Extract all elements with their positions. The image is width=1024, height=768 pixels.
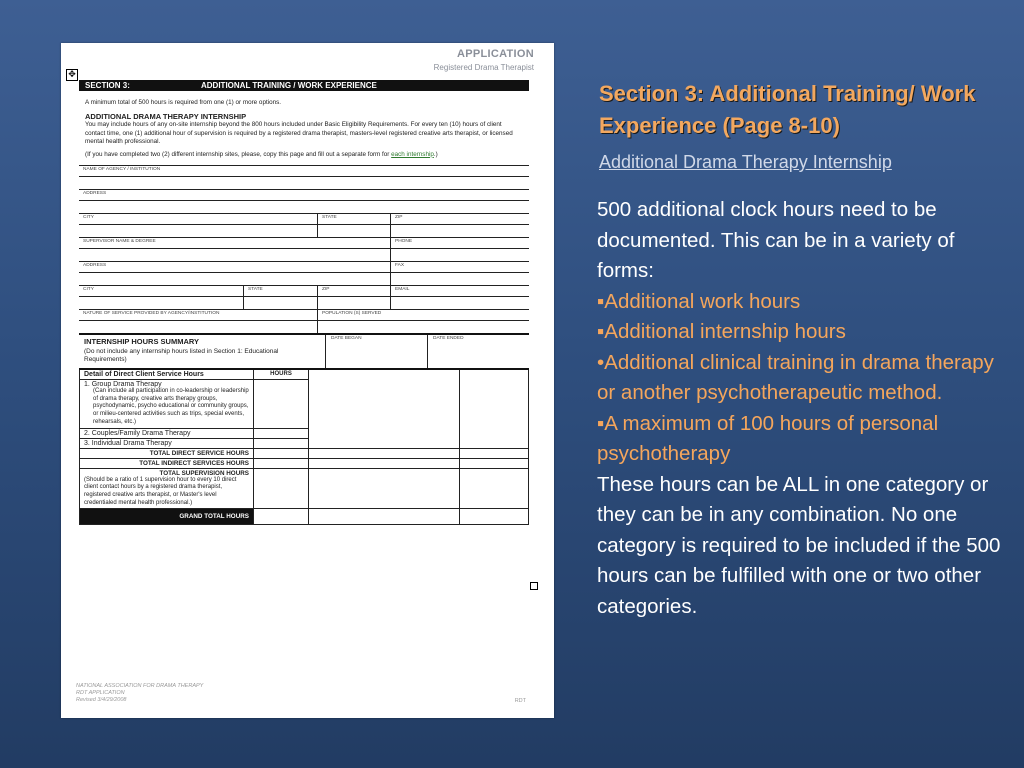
summary-text xyxy=(79,335,325,368)
field-row-address xyxy=(79,189,529,213)
empty-cell xyxy=(460,509,529,525)
group-note: (Can include all participation in co-leadership or leadership of drama therapy, creative arts therapy groups, psychodynamic, psycho educational or community groups, or milieu-centered activities such as trips, special events, rehearsals, etc.) xyxy=(93,388,249,425)
move-handle-icon[interactable]: ✥ xyxy=(66,69,78,81)
form-footer xyxy=(76,683,203,704)
empty-cell xyxy=(460,448,529,458)
slide-subtitle[interactable]: Additional Drama Therapy Internship xyxy=(599,152,892,172)
date-began-label: DATE BEGAN xyxy=(331,336,362,341)
city2-field[interactable] xyxy=(79,286,243,309)
date-began-field[interactable] xyxy=(325,335,427,368)
grand-total-label: GRAND TOTAL HOURS xyxy=(80,509,254,525)
footer-app: RDT APPLICATION xyxy=(76,690,125,696)
summary-block xyxy=(79,333,529,368)
min-hours-text: A minimum total of 500 hours is required from one (1) or more options. xyxy=(85,99,281,106)
resize-handle-icon[interactable] xyxy=(530,582,538,590)
note-part-c: .) xyxy=(433,150,438,158)
couples-label: 2. Couples/Family Drama Therapy xyxy=(80,428,254,438)
bullet-internship-hours: ▪Additional internship hours xyxy=(597,320,846,343)
application-title: APPLICATION xyxy=(456,48,534,60)
individual-hours-input[interactable] xyxy=(254,438,309,448)
nature-field[interactable] xyxy=(79,310,317,333)
city-field[interactable] xyxy=(79,214,317,237)
table-row xyxy=(80,448,529,458)
note-part-a: (If you have completed two (2) different internship sites, please, copy this page and fill out a separate form for xyxy=(85,150,392,158)
footer-rev: Revised 3/4/29/2008 xyxy=(76,697,127,703)
field-row-supervisor xyxy=(79,237,529,261)
address2-label: ADDRESS xyxy=(83,263,107,268)
agency-field[interactable] xyxy=(79,166,529,189)
total-supervision-label: TOTAL SUPERVISION HOURS xyxy=(159,469,249,477)
total-indirect-input[interactable] xyxy=(254,458,309,468)
city-label: CITY xyxy=(83,215,94,220)
intro-block xyxy=(79,91,529,165)
state2-label: STATE xyxy=(248,287,263,292)
application-subtitle: Registered Drama Therapist xyxy=(433,63,534,72)
field-row-agency xyxy=(79,165,529,189)
individual-label: 3. Individual Drama Therapy xyxy=(80,438,254,448)
bullet-clinical-training: •Additional clinical training in drama therapy or another psychotherapeutic method. xyxy=(597,350,994,404)
zip2-field[interactable] xyxy=(317,286,390,309)
closing-text: These hours can be ALL in one category or they can be in any combination. No one category is required to be included if the 500 hours can be fulfilled with one or two other categories. xyxy=(597,472,1001,618)
slide-body xyxy=(597,195,1007,622)
supervision-note: (Should be a ratio of 1 supervision hour to every 10 direct client contact hours by a registered drama therapist, registered creative arts therapist, or Master's level credentialed mental health professional.) xyxy=(84,476,237,506)
fax-label: FAX xyxy=(395,263,405,268)
state2-field[interactable] xyxy=(243,286,317,309)
supervisor-label: SUPERVISOR NAME & DEGREE xyxy=(83,239,156,244)
section-label: SECTION 3: xyxy=(85,81,130,90)
total-direct-label: TOTAL DIRECT SERVICE HOURS xyxy=(80,448,254,458)
zip2-label: ZIP xyxy=(322,287,330,292)
population-label: POPULATION (S) SERVED xyxy=(322,311,382,316)
summary-note: (Do not include any internship hours listed in Section 1: Educational Requirements) xyxy=(84,347,279,363)
empty-cell xyxy=(460,458,529,468)
zip-label: ZIP xyxy=(395,215,403,220)
field-row-address2 xyxy=(79,261,529,285)
address2-field[interactable] xyxy=(79,262,390,285)
empty-cell xyxy=(309,509,460,525)
bullet-work-hours: ▪Additional work hours xyxy=(597,289,801,313)
section-header xyxy=(79,80,529,91)
table-row xyxy=(80,458,529,468)
city2-label: CITY xyxy=(83,287,94,292)
blank-area-2 xyxy=(460,369,529,448)
supervision-input[interactable] xyxy=(254,468,309,509)
internship-note xyxy=(85,151,523,160)
field-row-city xyxy=(79,213,529,237)
hours-table xyxy=(79,368,529,525)
empty-cell xyxy=(309,468,460,509)
table-row xyxy=(80,468,529,509)
date-fields xyxy=(325,335,529,368)
blank-area xyxy=(309,369,460,448)
email-label: EMAIL xyxy=(395,287,410,292)
couples-hours-input[interactable] xyxy=(254,428,309,438)
empty-cell xyxy=(309,458,460,468)
group-hours-input[interactable] xyxy=(254,380,309,429)
empty-cell xyxy=(460,468,529,509)
internship-heading: ADDITIONAL DRAMA THERAPY INTERNSHIP xyxy=(85,111,247,121)
nature-label: NATURE OF SERVICE PROVIDED BY AGENCY/INSTITUTION xyxy=(83,311,220,316)
footer-page: RDT xyxy=(514,698,526,704)
phone-label: PHONE xyxy=(395,239,413,244)
slide-title: Section 3: Additional Training/ Work Experience (Page 8-10) xyxy=(599,81,976,138)
date-ended-label: DATE ENDED xyxy=(433,336,464,341)
table-row xyxy=(80,509,529,525)
intro-text: 500 additional clock hours need to be documented. This can be in a variety of forms: xyxy=(597,198,955,282)
section-title: ADDITIONAL TRAINING / WORK EXPERIENCE xyxy=(201,81,377,90)
table-row xyxy=(80,369,529,380)
group-cell xyxy=(80,380,254,429)
address-field[interactable] xyxy=(79,190,529,213)
group-label: 1. Group Drama Therapy xyxy=(84,381,162,388)
supervision-cell xyxy=(80,468,254,509)
agency-label: NAME OF AGENCY / INSTITUTION xyxy=(83,167,161,172)
field-row-nature xyxy=(79,309,529,333)
zip-field[interactable] xyxy=(390,214,529,237)
state-field[interactable] xyxy=(317,214,390,237)
field-row-city2 xyxy=(79,285,529,309)
detail-header: Detail of Direct Client Service Hours xyxy=(80,369,254,380)
address-label: ADDRESS xyxy=(83,191,107,196)
note-part-b: each internship xyxy=(391,150,434,158)
total-direct-input[interactable] xyxy=(254,448,309,458)
grand-total-input[interactable] xyxy=(254,509,309,525)
email-field[interactable] xyxy=(390,286,529,309)
application-form-image xyxy=(61,43,554,718)
hours-header: HOURS xyxy=(254,369,309,380)
fax-field[interactable] xyxy=(390,262,529,285)
footer-org: NATIONAL ASSOCIATION FOR DRAMA THERAPY xyxy=(76,683,204,689)
bullet-psychotherapy: ▪A maximum of 100 hours of personal psychotherapy xyxy=(597,411,939,465)
supervisor-field[interactable] xyxy=(79,238,390,261)
empty-cell xyxy=(309,448,460,458)
phone-field[interactable] xyxy=(390,238,529,261)
summary-title: INTERNSHIP HOURS SUMMARY xyxy=(84,337,200,346)
total-indirect-label: TOTAL INDIRECT SERVICES HOURS xyxy=(80,458,254,468)
form-body xyxy=(79,80,529,525)
date-ended-field[interactable] xyxy=(427,335,529,368)
state-label: STATE xyxy=(322,215,337,220)
population-field[interactable] xyxy=(317,310,529,333)
internship-text: You may include hours of any on-site internship beyond the 800 hours included under Basic Eligibility Requirements. For every ten (10) hours of client contact time, one (1) additional hour of supervision is required by a registered drama therapist, masters-level registered creative arts therapist, or licensed mental health professional. xyxy=(85,121,513,145)
